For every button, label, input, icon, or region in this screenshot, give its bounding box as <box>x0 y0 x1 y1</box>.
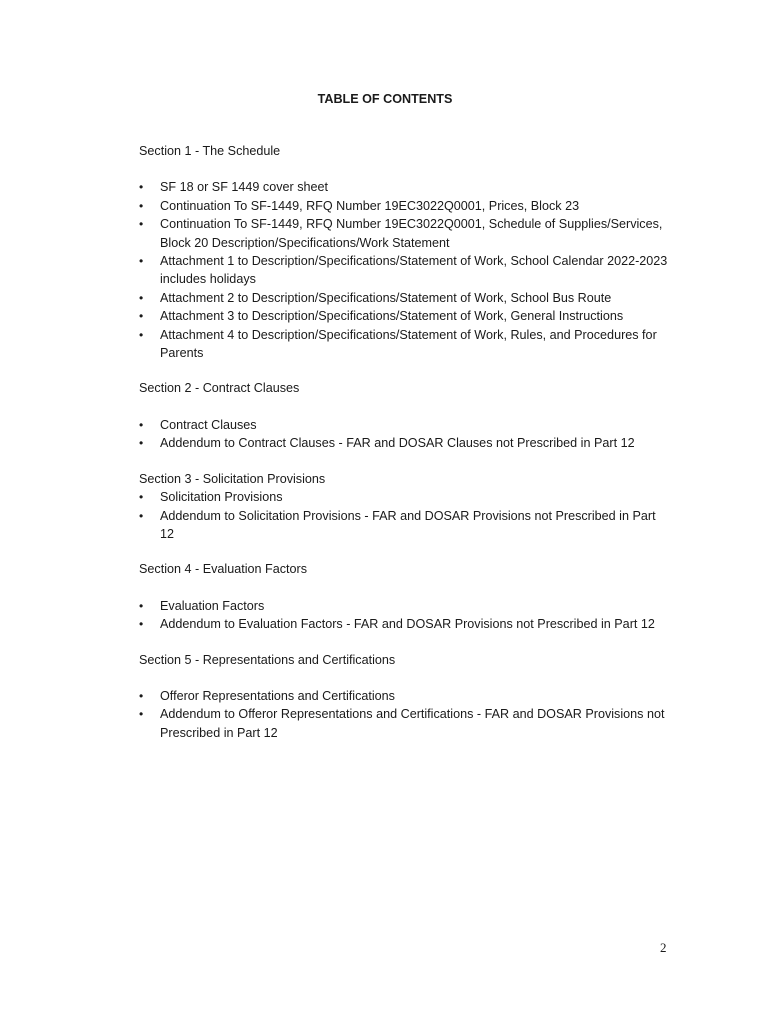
section-item-list <box>139 416 671 453</box>
section-item-list <box>139 178 671 362</box>
list-item: • Addendum to Offeror Representations and Certifications - FAR and DOSAR Provisions not Prescribed in Part 12 <box>139 707 665 740</box>
bullet-icon: • <box>139 598 144 613</box>
list-item: • SF 18 or SF 1449 cover sheet <box>139 178 671 196</box>
bullet-icon: • <box>139 508 144 523</box>
page-number: 2 <box>660 940 667 955</box>
bullet-icon: • <box>139 327 144 342</box>
bullet-icon: • <box>139 309 144 324</box>
section-heading: Section 5 - Representations and Certifications <box>139 652 396 667</box>
section-heading: Section 4 - Evaluation Factors <box>139 562 307 577</box>
list-item: • Attachment 2 to Description/Specifications/Statement of Work, School Bus Route <box>139 289 671 307</box>
list-item: • Attachment 4 to Description/Specifications/Statement of Work, Rules, and Procedures for Parents <box>139 327 657 361</box>
list-item: • Contract Clauses <box>139 416 671 434</box>
bullet-icon: • <box>139 688 144 703</box>
bullet-icon: • <box>139 290 144 305</box>
bullet-icon: • <box>139 198 144 213</box>
section-heading: Section 2 - Contract Clauses <box>139 381 300 396</box>
list-item: • Attachment 1 to Description/Specifications/Statement of Work, School Calendar 2022-2023 includes holidays <box>139 254 668 287</box>
bullet-icon: • <box>139 217 144 232</box>
list-item: • Attachment 3 to Description/Specifications/Statement of Work, General Instructions <box>139 307 671 325</box>
section-heading: Section 3 - Solicitation Provisions <box>139 471 326 486</box>
list-item: • Addendum to Solicitation Provisions - FAR and DOSAR Provisions not Prescribed in Part 12 <box>139 508 656 541</box>
list-item: • Addendum to Evaluation Factors - FAR and DOSAR Provisions not Prescribed in Part 12 <box>139 615 671 633</box>
section-item-list <box>139 687 671 742</box>
toc-content <box>139 142 671 742</box>
list-item: • Continuation To SF-1449, RFQ Number 19EC3022Q0001, Prices, Block 23 <box>139 197 671 215</box>
bullet-icon: • <box>139 436 144 451</box>
list-item: • Addendum to Contract Clauses - FAR and DOSAR Clauses not Prescribed in Part 12 <box>139 434 671 452</box>
section-item-list <box>139 597 671 634</box>
bullet-icon: • <box>139 254 144 269</box>
bullet-icon: • <box>139 180 144 195</box>
list-item: • Offeror Representations and Certifications <box>139 687 671 705</box>
section-item-list <box>139 488 671 543</box>
list-item: • Solicitation Provisions <box>139 488 671 506</box>
section-heading: Section 1 - The Schedule <box>139 144 281 158</box>
bullet-icon: • <box>139 490 144 505</box>
page-title: TABLE OF CONTENTS <box>317 92 453 106</box>
bullet-icon: • <box>139 617 144 632</box>
list-item: • Evaluation Factors <box>139 597 671 615</box>
bullet-icon: • <box>139 417 144 432</box>
bullet-icon: • <box>139 707 144 722</box>
list-item: • Continuation To SF-1449, RFQ Number 19EC3022Q0001, Schedule of Supplies/Services, Block 20 Description/Specifications/Work Statement <box>139 217 663 250</box>
